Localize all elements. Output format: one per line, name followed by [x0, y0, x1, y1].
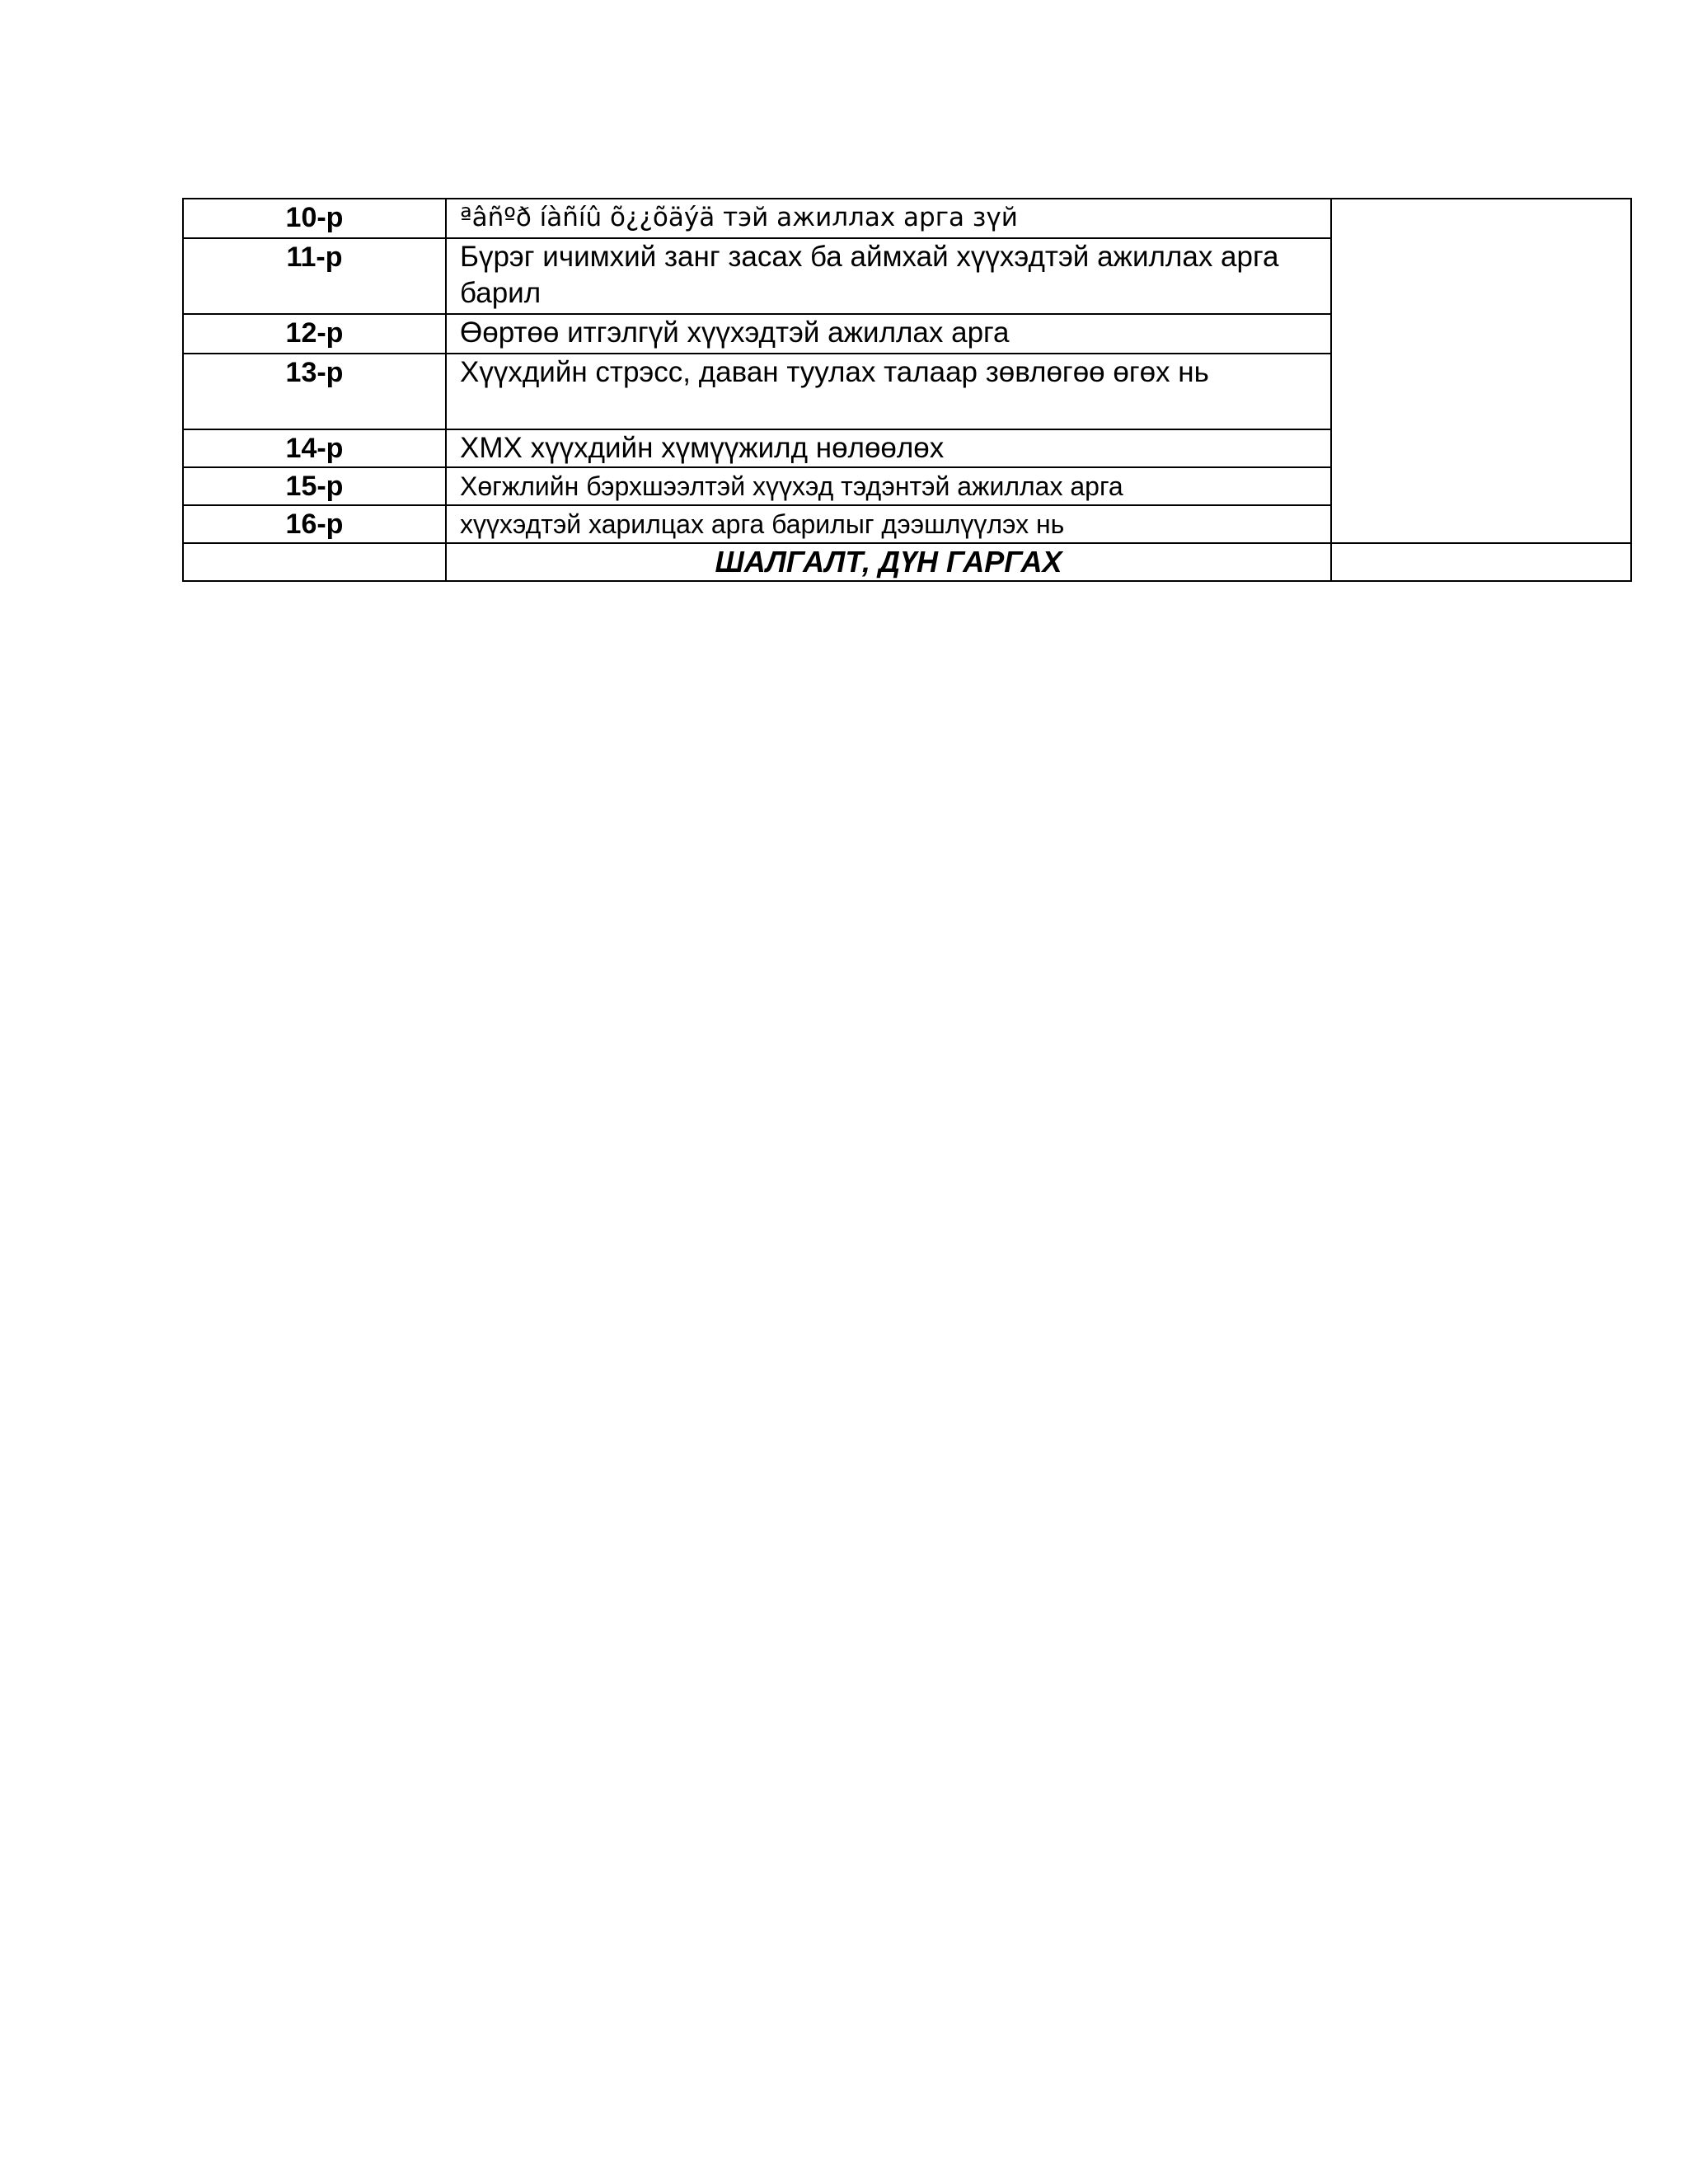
week-number: 15-р — [183, 467, 446, 505]
notes-cell — [1331, 543, 1631, 581]
topic-cell: Өөртөө итгэлгүй хүүхэдтэй ажиллах арга — [446, 314, 1331, 354]
topic-cell: ХМХ хүүхдийн хүмүүжилд нөлөөлөх — [446, 429, 1331, 467]
table-row — [183, 199, 1631, 238]
week-number: 10-р — [183, 199, 446, 238]
week-number — [183, 543, 446, 581]
topic-cell: Хөгжлийн бэрхшээлтэй хүүхэд тэдэнтэй ажиллах арга — [446, 467, 1331, 505]
course-schedule-table — [182, 198, 1632, 582]
topic-cell: ªâñºð íàñíû õ¿¿õäýä тэй ажиллах арга зүй — [446, 199, 1331, 238]
week-number: 11-р — [183, 238, 446, 314]
week-number: 16-р — [183, 505, 446, 543]
topic-cell: хүүхэдтэй харилцах арга барилыг дээшлүүлэх нь — [446, 505, 1331, 543]
final-exam-row — [183, 543, 1631, 581]
final-exam-label: ШАЛГАЛТ, ДҮН ГАРГАХ — [446, 543, 1331, 581]
week-number: 14-р — [183, 429, 446, 467]
topic-cell: Бүрэг ичимхий занг засах ба аймхай хүүхэдтэй ажиллах арга барил — [446, 238, 1331, 314]
week-number: 13-р — [183, 354, 446, 429]
topic-cell: Хүүхдийн стрэсс, даван туулах талаар зөвлөгөө өгөх нь — [446, 354, 1331, 429]
week-number: 12-р — [183, 314, 446, 354]
notes-cell — [1331, 199, 1631, 543]
